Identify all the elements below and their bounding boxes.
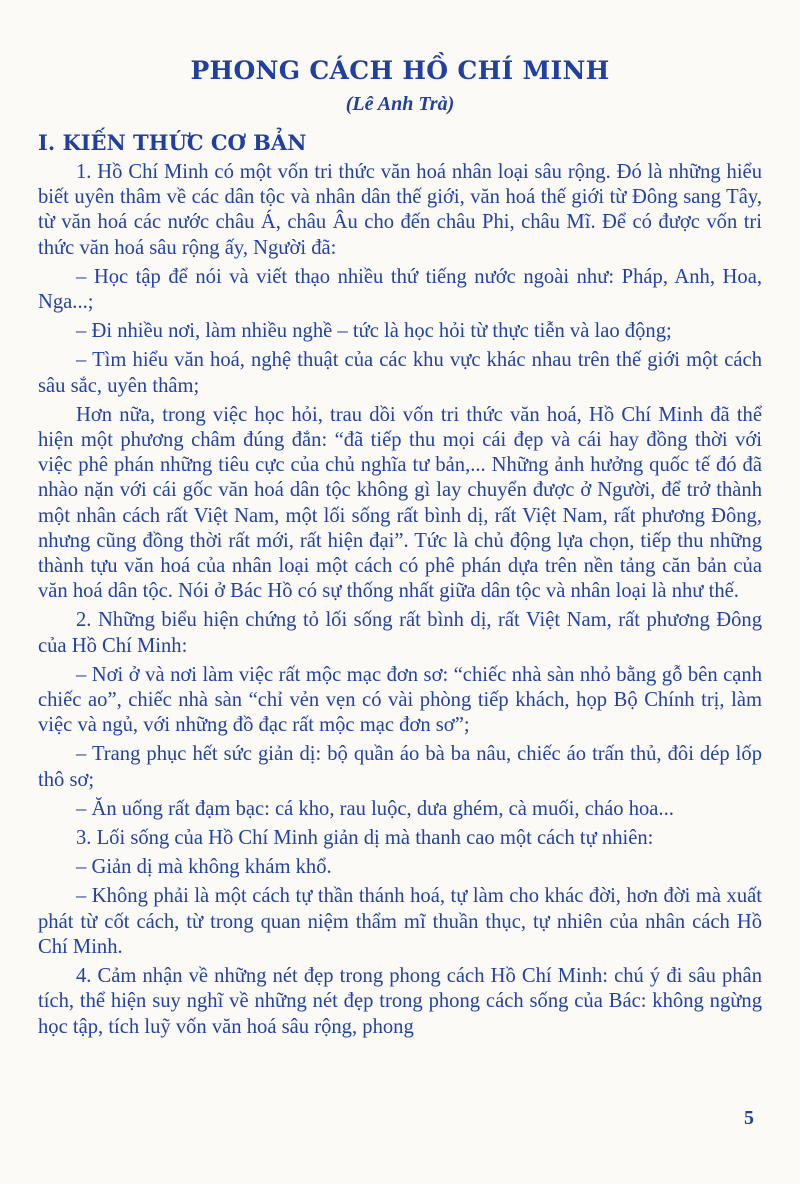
paragraph: 2. Những biểu hiện chứng tỏ lối sống rất bình dị, rất Việt Nam, rất phương Đông của Hồ Chí Minh: [38,609,762,657]
paragraph: – Nơi ở và nơi làm việc rất mộc mạc đơn sơ: “chiếc nhà sàn nhỏ bằng gỗ bên cạnh chiếc ao”, chiếc nhà sàn “chỉ vẻn vẹn có vài phòng tiếp khách, họp Bộ Chính trị, làm việc và ngủ, với những đồ đạc rất mộc mạc đơn sơ”; [38,663,762,737]
paragraph: – Giản dị mà không khám khổ. [76,856,332,879]
paragraph: Hơn nữa, trong việc học hỏi, trau dồi vốn tri thức văn hoá, Hồ Chí Minh đã thể hiện một phương châm đúng đắn: “đã tiếp thu mọi cái đẹp và cái hay đồng thời với việc phê phán những tiêu cực của chủ nghĩa tư bản,... Những ảnh hưởng quốc tế đó đã nhào nặn với cái gốc văn hoá dân tộc không gì lay chuyển được ở Người, để trở thành một nhân cách rất Việt Nam, một lối sống rất bình dị, rất Việt Nam, rất phương Đông, nhưng cũng đồng thời rất mới, rất hiện đại”. Tức là chủ động lựa chọn, tiếp thu những thành tựu văn hoá của nhân loại một cách có phê phán dựa trên nền tảng căn bản của văn hoá dân tộc. Nói ở Bác Hồ có sự thống nhất giữa dân tộc và nhân loại là như thế. [38,403,762,603]
page-number: 5 [744,1107,754,1129]
paragraph: – Ăn uống rất đạm bạc: cá kho, rau luộc, dưa ghém, cà muối, cháo hoa... [76,797,674,820]
paragraph: 1. Hồ Chí Minh có một vốn tri thức văn hoá nhân loại sâu rộng. Đó là những hiểu biết uyên thâm về các dân tộc và nhân dân thế giới, văn hoá thế giới từ Đông sang Tây, từ văn hoá các nước châu Á, châu Âu cho đến châu Phi, châu Mĩ. Để có được vốn tri thức văn hoá sâu rộng ấy, Người đã: [38,161,762,259]
paragraph: – Trang phục hết sức giản dị: bộ quần áo bà ba nâu, chiếc áo trấn thủ, đôi dép lốp thô sơ; [38,743,762,791]
paragraph: 3. Lối sống của Hồ Chí Minh giản dị mà thanh cao một cách tự nhiên: [76,827,654,850]
paragraph: – Tìm hiểu văn hoá, nghệ thuật của các khu vực khác nhau trên thế giới một cách sâu sắc, uyên thâm; [38,349,762,397]
body-text [38,160,762,1044]
page-title: PHONG CÁCH HỒ CHÍ MINH [190,56,610,85]
paragraph: – Đi nhiều nơi, làm nhiều nghề – tức là học hỏi từ thực tiễn và lao động; [76,320,672,343]
author-line: (Lê Anh Trà) [345,93,455,115]
paragraph: – Không phải là một cách tự thần thánh hoá, tự làm cho khác đời, hơn đời mà xuất phát từ cốt cách, từ trong quan niệm thẩm mĩ thuần thục, tự nhiên của nhân cách Hồ Chí Minh. [38,885,762,958]
paragraph: – Học tập để nói và viết thạo nhiều thứ tiếng nước ngoài như: Pháp, Anh, Hoa, Nga...; [38,265,762,314]
section-heading: I. KIẾN THỨC CƠ BẢN [38,130,307,155]
paragraph: 4. Cảm nhận về những nét đẹp trong phong cách Hồ Chí Minh: chú ý đi sâu phân tích, thể hiện suy nghĩ về những nét đẹp trong phong cách sống của Bác: không ngừng học tập, tích luỹ vốn văn hoá sâu rộng, phong [38,965,762,1038]
